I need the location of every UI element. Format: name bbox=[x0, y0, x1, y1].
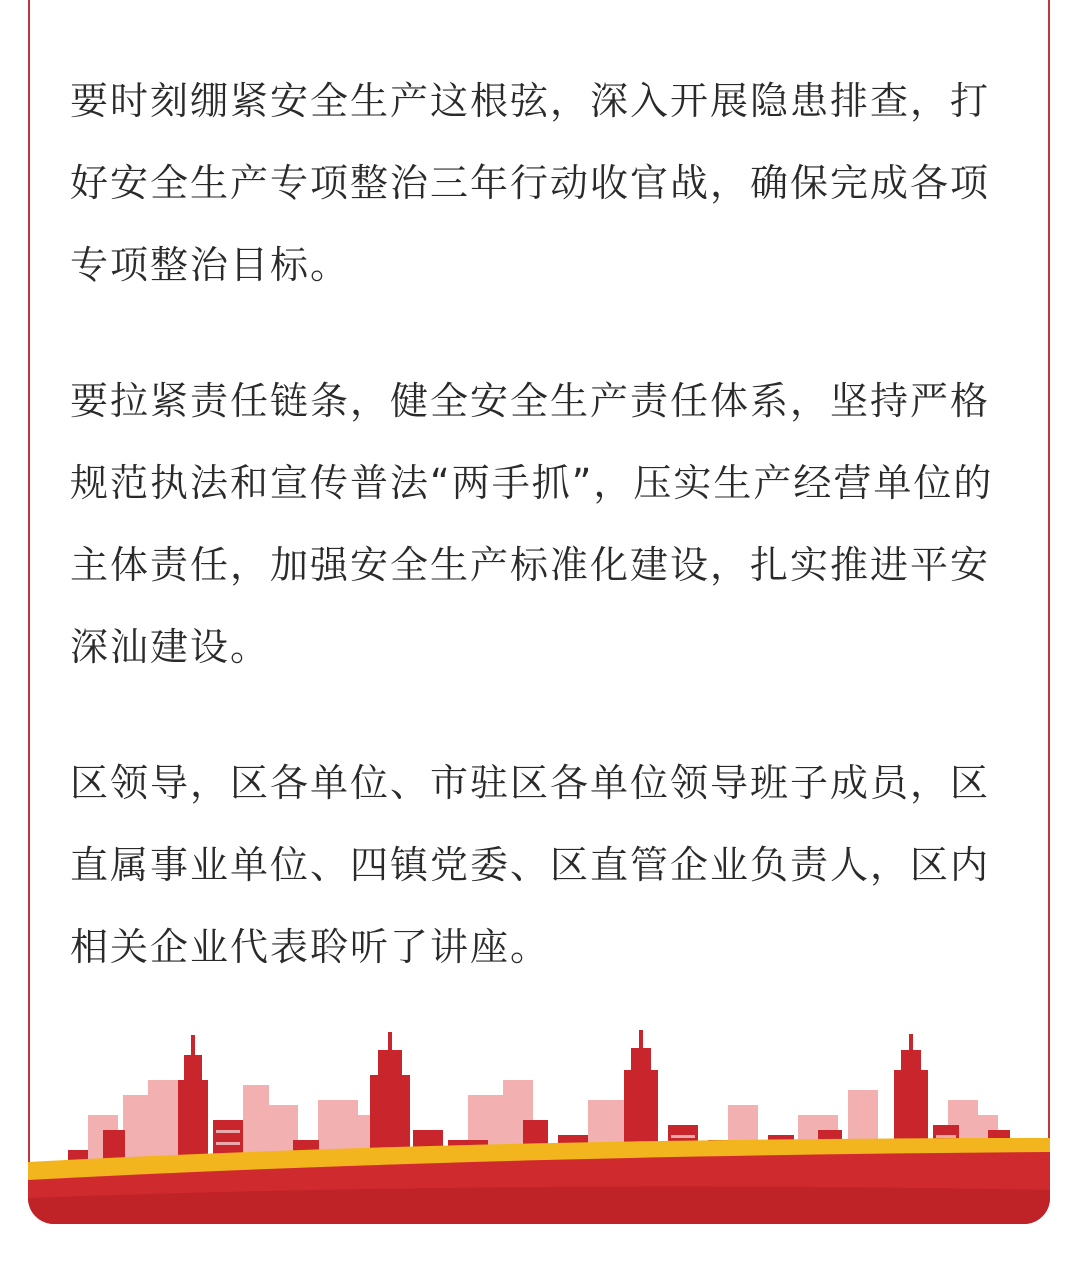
paragraph-1: 要时刻绷紧安全生产这根弦，深入开展隐患排查，打好安全生产专项整治三年行动收官战，确保完成各项专项整治目标。 bbox=[70, 79, 991, 287]
paragraph-2: 要拉紧责任链条，健全安全生产责任体系，坚持严格规范执法和宣传普法“两手抓”，压实生产经营单位的主体责任，加强安全生产标准化建设，扎实推进平安深汕建设。 bbox=[70, 379, 994, 669]
article-body bbox=[70, 60, 1015, 1042]
paragraph-3: 区领导，区各单位、市驻区各单位领导班子成员，区直属事业单位、四镇党委、区直管企业负责人，区内相关企业代表聆听了讲座。 bbox=[70, 761, 991, 969]
city-skyline-illustration bbox=[28, 1020, 1050, 1224]
